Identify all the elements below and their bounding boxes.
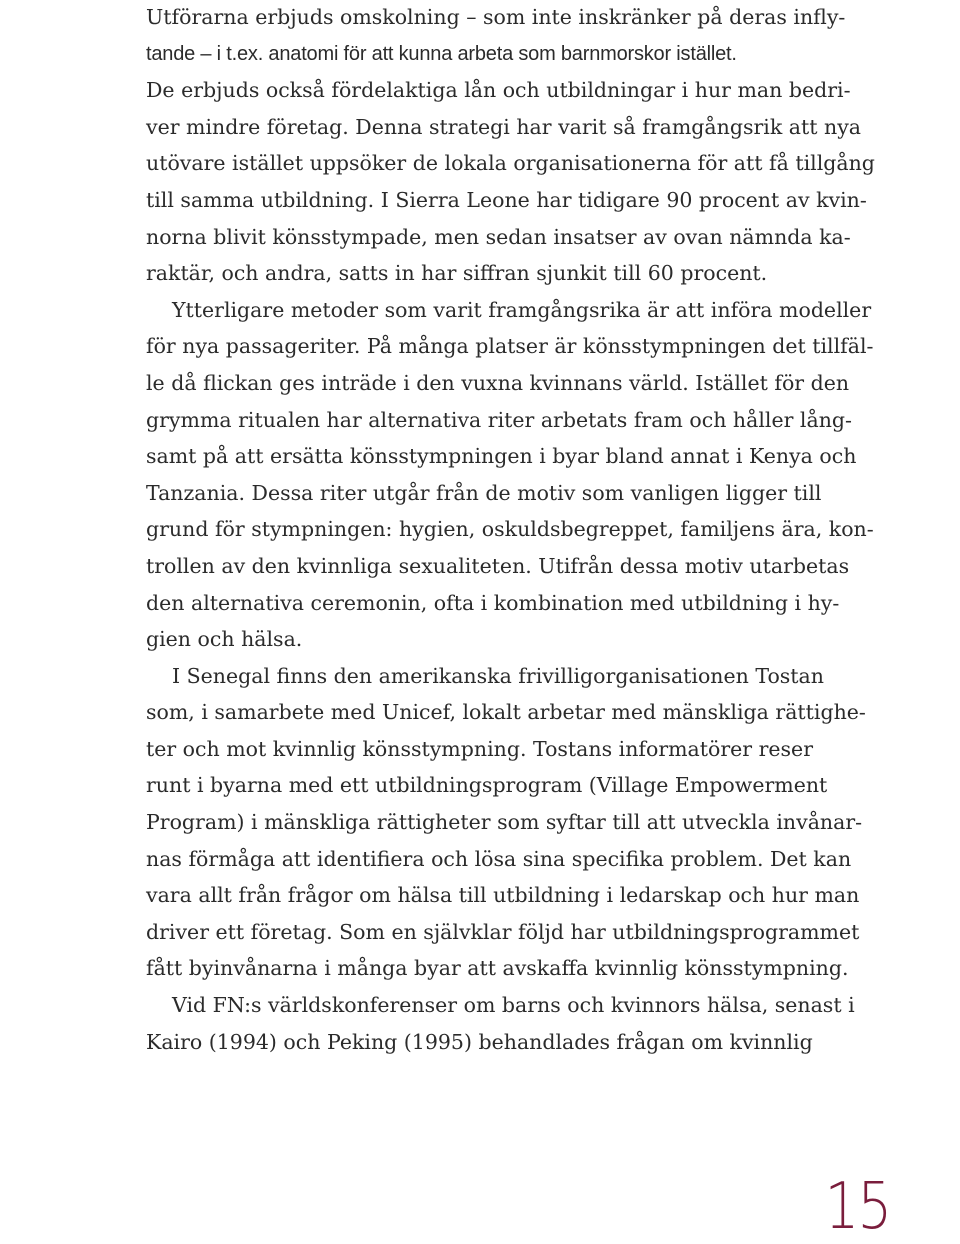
text-line: driver ett företag. Som en självklar följd har utbildningsprogrammet bbox=[146, 919, 860, 944]
text-line: utövare istället uppsöker de lokala organisationerna för att få tillgång bbox=[146, 151, 875, 176]
text-line: norna blivit könsstympade, men sedan insatser av ovan nämnda ka- bbox=[146, 224, 851, 249]
text-line: runt i byarna med ett utbildningsprogram (Village Empowerment bbox=[146, 773, 828, 798]
text-line: nas förmåga att identifiera och lösa sina specifika problem. Det kan bbox=[146, 846, 852, 871]
text-line: Utförarna erbjuds omskolning – som inte inskränker på deras infly- bbox=[146, 5, 846, 29]
body-text bbox=[146, 0, 875, 1060]
text-line: trollen av den kvinnliga sexualiteten. Utifrån dessa motiv utarbetas bbox=[146, 553, 850, 578]
text-line: som, i samarbete med Unicef, lokalt arbetar med mänskliga rättighe- bbox=[146, 700, 866, 725]
text-line: ter och mot kvinnlig könsstympning. Tostans informatörer reser bbox=[146, 736, 813, 761]
paragraph-start-line: I Senegal finns den amerikanska frivilligorganisationen Tostan bbox=[172, 663, 824, 688]
text-line: raktär, och andra, satts in har siffran sjunkit till 60 procent. bbox=[146, 261, 768, 286]
page-number: 15 bbox=[824, 1170, 890, 1244]
text-line: grund för stympningen: hygien, oskuldsbegreppet, familjens ära, kon- bbox=[146, 517, 874, 542]
paragraph-start-line: Ytterligare metoder som varit framgångsrika är att införa modeller bbox=[172, 297, 872, 322]
text-line: tande – i t.ex. anatomi för att kunna arbeta som barnmorskor istället. bbox=[146, 42, 737, 65]
text-line: vara allt från frågor om hälsa till utbildning i ledarskap och hur man bbox=[146, 883, 860, 908]
text-line: Tanzania. Dessa riter utgår från de motiv som vanligen ligger till bbox=[146, 480, 822, 505]
text-line: ver mindre företag. Denna strategi har varit så framgångsrik att nya bbox=[146, 114, 861, 139]
text-line: fått byinvånarna i många byar att avskaffa kvinnlig könsstympning. bbox=[146, 956, 849, 981]
text-line: grymma ritualen har alternativa riter arbetats fram och håller lång- bbox=[146, 407, 852, 432]
text-line: Program) i mänskliga rättigheter som syftar till att utveckla invånar- bbox=[146, 810, 863, 835]
text-line: le då flickan ges inträde i den vuxna kvinnans värld. Istället för den bbox=[146, 370, 850, 395]
text-line: den alternativa ceremonin, ofta i kombination med utbildning i hy- bbox=[146, 590, 840, 615]
paragraph-start-line: Vid FN:s världskonferenser om barns och kvinnors hälsa, senast i bbox=[172, 993, 855, 1018]
text-line: för nya passageriter. På många platser är könsstympningen det tillfäl- bbox=[146, 334, 874, 359]
text-line: till samma utbildning. I Sierra Leone har tidigare 90 procent av kvin- bbox=[146, 187, 867, 212]
text-line: Kairo (1994) och Peking (1995) behandlades frågan om kvinnlig bbox=[146, 1029, 813, 1054]
text-line: De erbjuds också fördelaktiga lån och utbildningar i hur man bedri- bbox=[146, 78, 851, 103]
text-line: samt på att ersätta könsstympningen i byar bland annat i Kenya och bbox=[146, 444, 857, 469]
text-line: gien och hälsa. bbox=[146, 627, 303, 652]
